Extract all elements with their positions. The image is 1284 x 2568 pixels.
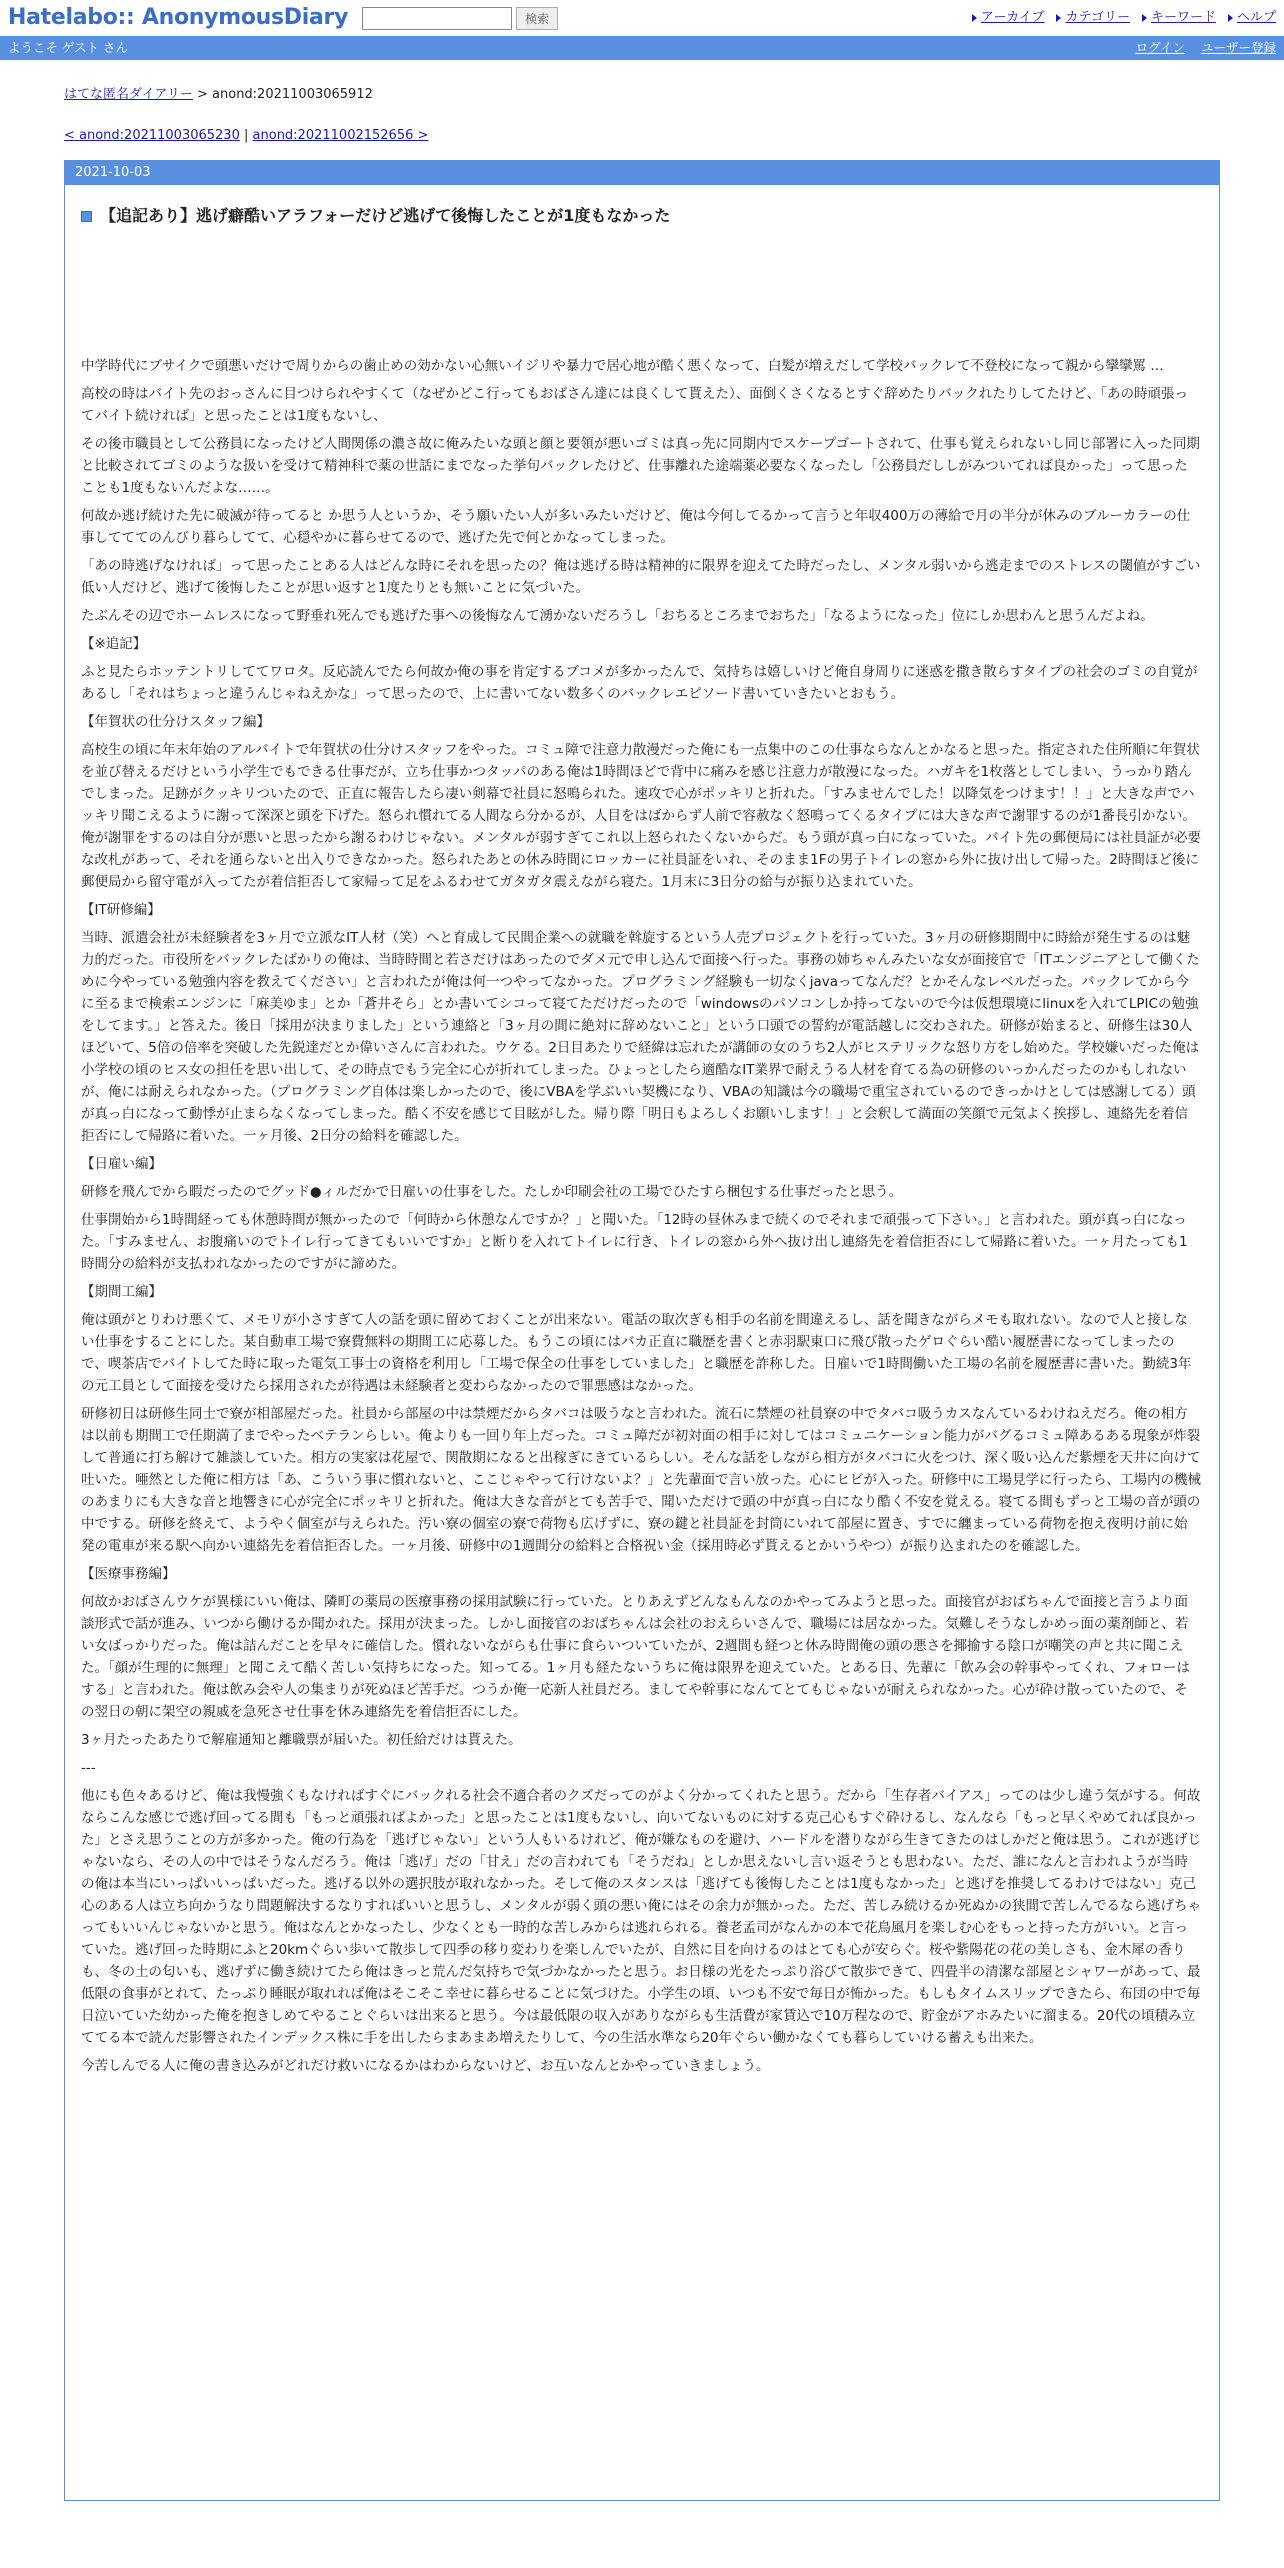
breadcrumb — [64, 84, 1220, 105]
user-bar — [0, 36, 1284, 60]
search-form — [362, 7, 558, 30]
search-input[interactable] — [362, 7, 512, 30]
breadcrumb-separator: > — [196, 87, 208, 102]
nav-archive-link[interactable]: アーカイブ — [980, 10, 1045, 26]
paragraph: 当時、派遣会社が未経験者を3ヶ月で立派なIT人材（笑）へと育成して民間企業への就職を斡旋するという人売プロジェクトを行っていた。3ヶ月の研修期間中に時給が発生するのは魅力的だった。市役所をバックレたばかりの俺は、当時時間と若さだけはあったのでダメ元で申し込んで面接へ行った。事務の姉ちゃんみたいな女が面接官で「ITエンジニアとして働くために今やっている勉強内容を教えてください」と言われたが俺は何一つやってなかった。プログラミング経験も一切なくjavaってなんだ？とかそんなレベルだった。バックレてから今に至るまで検索エンジンに「麻美ゆま」とか「蒼井そら」とか書いてシコって寝てただけだったので「windowsのパソコンしか持ってないので今は仮想環境にlinuxを入れてLPICの勉強をしてます。」と答えた。後日「採用が決まりました」という連絡と「3ヶ月の間に絶対に辞めないこと」という口頭での誓約が電話越しに交わされた。研修が始まると、研修生は30人ほどいて、5倍の倍率を突破した先鋭達だとか偉いさんに言われた。ウケる。2日目あたりで経緯は忘れたが講師の女のうち2人がヒステリックな怒り方をし始めた。学校嫌いだった俺は小学校の頃のヒス女の担任を思い出して、その時点でもう完全に心が折れてしまった。ひょっとしたら適酷なIT業界で耐えうる人材を育てる為の研修のいっかんだったのかもしれないが、俺には耐えられなかった。（プログラミング自体は楽しかったので、後にVBAを学ぶいい契機になり、VBAの知識は今の職場で重宝されているのできっかけとしては感謝してる）頭が真っ白になって動悸が止まらなくなってしまった。酷く不安を感じて目眩がした。帰り際「明日もよろしくお願いします！」と会釈して満面の笑顔で元気よく挨拶し、連絡先を着信拒否にして帰路に着いた。一ヶ月後、2日分の給料を確認した。 — [81, 930, 1200, 1144]
section-heading: 【日雇い編】 — [81, 1156, 162, 1172]
pager — [64, 125, 1220, 146]
divider-text: --- — [81, 1760, 96, 1776]
arrow-right-icon — [1056, 14, 1061, 22]
paragraph: 高校の時はバイト先のおっさんに目つけられやすくて（なぜかどこ行ってもおばさん達には良くして貰えた）、面倒くさくなるとすぐ辞めたりバックれたりしてたけど、「あの時頑張ってバイト続ければ」と思ったことは1度もないし、 — [81, 386, 1188, 424]
search-button[interactable]: 検索 — [516, 7, 558, 30]
pager-separator: | — [244, 128, 249, 144]
arrow-right-icon — [1142, 14, 1147, 22]
section-heading: 【IT研修編】 — [81, 902, 161, 918]
paragraph: 他にも色々あるけど、俺は我慢強くもなければすぐにバックれる社会不適合者のクズだってのがよく分かってくれたと思う。だから「生存者バイアス」ってのは少し違う気がする。何故ならこんな感じで逃げ回ってる間も「もっと頑張ればよかった」と思ったことは1度もないし、向いてないものに対する克己心もすぐ砕けるし、なんなら「もっと早くやめてれば良かった」とさえ思うことの方が多かった。俺の行為を「逃げじゃない」という人もいるけれど、俺が嫌なものを避け、ハードルを潜りながら生きてきたのはしかだと俺は思う。これが逃げじゃないなら、その人の中ではそうなんだろう。俺は「逃げ」だの「甘え」だの言われても「そうだね」としか思えないし言い返そうとも思わない。ただ、誰になんと言われようが当時の俺は本当にいっぱいいっぱいだった。逃げる以外の選択肢が取れなかった。そして俺のスタンスは「逃げても後悔したことは1度もなかった」と逃げを推奨してるわけではない」克己心のある人は立ち向かうなり問題解決するなりすればいいと思うし、メンタルが弱く頭の悪い俺にはその余力が無かった。ただ、苦しみ続けるか死ぬかの狭間で苦しんでるなら逃げちゃってもいいんじゃないかと思う。俺はなんとかなったし、少なくとも一時的な苦しみからは逃れられる。養老孟司がなんかの本で花鳥風月を楽しむ心をもっと持った方がいい。と言っていた。逃げ回った時期にふと20kmぐらい歩いて散歩して四季の移り変わりを楽しんでいたが、自然に目を向けるのはとても心が安らぐ。桜や紫陽花の花の美しさも、金木犀の香りも、冬の土の匂いも、逃げずに働き続けてたら俺はきっと荒んだ気持ちで気づかなかったと思う。お日様の光をたっぷり浴びて散歩できて、四畳半の清潔な部屋とシャワーがあって、最低限の食事がとれて、たっぷり睡眠が取れれば俺はそこそこ幸せに暮らせることに気づけた。小学生の頃、いつも不安で毎日が怖かった。もしもタイムスリップできたら、布団の中で毎日泣いていた幼かった俺を抱きしめてやることぐらいは出来ると思う。今は最低限の収入がありながらも生活費が家賃込で10万程なので、貯金がアホみたいに溜まる。20代の頃積み立ててる本で読んだ影響されたインデックス株に手を出したらまあまあ増えたりして、今の生活水準なら20年ぐらい働かなくても暮らしていける蓄えも出来た。 — [81, 1788, 1201, 2046]
paragraph: 研修を飛んでから暇だったのでグッド●ィルだかで日雇いの仕事をした。たしか印刷会社の工場でひたすら梱包する仕事だったと思う。 — [81, 1184, 903, 1200]
day-section — [64, 160, 1220, 2501]
paragraph: 仕事開始から1時間経っても休憩時間が無かったので「何時から休憩なんですか？」と聞いた。「12時の昼休みまで続くのでそれまで頑張って下さい。」と言われた。頭が真っ白になった。「すみません、お腹痛いのでトイレ行ってきてもいいですか」と断りを入れてトイレに行き、トイレの窓から外へ抜け出し連絡先を着信拒否にして帰路に着いた。一ヶ月たっても1時間分の給料が支払われなかったのですがに諦めた。 — [81, 1212, 1188, 1272]
article-title-text: 【追記あり】逃げ癖酷いアラフォーだけど逃げて後悔したことが1度もなかった — [100, 206, 671, 226]
day-header: 2021-10-03 — [65, 160, 1219, 185]
paragraph: 何故かおばさんウケが異様にいい俺は、隣町の薬局の医療事務の採用試験に行っていた。とりあえずどんなもんなのかやってみようと思った。面接官がおばちゃんで面接と言うより面談形式で話が進み、いつから働けるか聞かれた。採用が決まった。しかし面接官のおばちゃんは会社のおえらいさんで、職場には居なかった。気難しそうなしかめっ面の薬剤師と、若い女ばっかりだった。俺は詰んだことを早々に確信した。慣れないながらも仕事に食らいついていたが、2週間も経つと休み時間俺の頭の悪さを揶揄する陰口が嘲笑の声と共に聞こえた。「顔が生理的に無理」と聞こえて酷く苦しい気持ちになった。知ってる。1ヶ月も経たないうちに俺は限界を迎えていた。とある日、先輩に「飲み会の幹事やってくれ、フォローはする」と言われた。俺は飲み会や人の集まりが死ぬほど苦手だ。つうか俺一応新人社員だろ。ましてや幹事になんてとてもじゃないが耐えられなかった。心が砕け散っていたので、その翌日の朝に架空の親戚を急死させ仕事を休み連絡先を着信拒否にした。 — [81, 1594, 1190, 1720]
nav-help[interactable] — [1228, 7, 1276, 28]
paragraph: たぶんその辺でホームレスになって野垂れ死んでも逃げた事への後悔なんて湧かないだろうし「おちるところまでおちた」「なるようになった」位にしか思わんと思うんだよね。 — [81, 608, 1154, 624]
welcome-text: ようこそ ゲスト さん — [8, 39, 128, 55]
paragraph: 3ヶ月たったあたりで解雇通知と離職票が届いた。初任給だけは貰えた。 — [81, 1732, 522, 1748]
next-entry-link[interactable]: anond:20211002152656 > — [252, 128, 429, 144]
paragraph: 中学時代にブサイクで頭悪いだけで周りからの歯止めの効かない心無いイジリや暴力で居心地が酷く悪くなって、白髪が増えだして学校バックレて不登校になって親から攣攣罵 … — [81, 358, 1164, 374]
breadcrumb-current: anond:20211003065912 — [212, 87, 373, 102]
paragraph: 高校生の頃に年末年始のアルバイトで年賀状の仕分けスタッフをやった。コミュ障で注意力散漫だった俺にも一点集中のこの仕事ならなんとかなると思った。指定された住所順に年賀状を並び替えるだけという小学生でもできる仕事だが、立ち仕事かつタッパのある俺は1時間ほどで背中に痛みを感じ注意力が散漫になった。ハガキを1枚落としてしまい、うっかり踏んでしまった。足跡がクッキリついたので、正直に報告したら凄い剣幕で社員に怒鳴られた。速攻で心がポッキリと折れた。「すみませんでした！以降気をつけます！！」と大きな声でハッキリ聞こえるように謝って深深と頭を下げた。怒られ慣れてる人間なら分かるが、人目をはばからず人前で容赦なく怒鳴ってくるタイプには大きな声で謝罪するのが1番長引かない。俺が謝罪をするのは自分が悪いと思ったから謝るわけじゃない。メンタルが弱すぎてこれ以上怒られたくないからだ。もう頭が真っ白になっていた。バイト先の郵便局には社員証が必要な改札があって、それを通らないと出入りできなかった。怒られたあとの休み時間にロッカーに社員証をいれ、そのまま1Fの男子トイレの窓から外に抜け出して帰った。2時間ほど後に郵便局から留守電が入ってたが着信拒否して家帰って足をふるわせてガタガタ震えながら寝た。1月末に3日分の給与が振り込まれていた。 — [81, 742, 1201, 890]
arrow-right-icon — [972, 14, 977, 22]
section-heading: 【※追記】 — [81, 636, 147, 652]
nav-help-link[interactable]: ヘルプ — [1236, 10, 1276, 26]
ad-space — [81, 229, 1201, 349]
nav-category-link[interactable]: カテゴリー — [1065, 10, 1130, 26]
section-heading: 【年賀状の仕分けスタッフ編】 — [81, 714, 270, 730]
breadcrumb-home-link[interactable]: はてな匿名ダイアリー — [64, 87, 193, 102]
register-link[interactable]: ユーザー登録 — [1200, 39, 1276, 55]
paragraph: 研修初日は研修生同士で寮が相部屋だった。社員から部屋の中は禁煙だからタバコは吸うなと言われた。流石に禁煙の社員寮の中でタバコ吸うカスなんているわけねえだろ。俺の相方は以前も期間工で任期満了までやったベテランらしい。俺よりも一回り年上だった。コミュ障だが初対面の相手に対してはコミュニケーション能力がバグるコミュ障あるある現象が炸裂して普通に打ち解けて雑談していた。相方の実家は花屋で、関散期になると出稼ぎにきているらしい。そんな話をしながら相方がタバコに火をつけ、深く吸い込んだ紫煙を天井に向けて吐いた。唖然とした俺に相方は「あ、こういう事に慣れないと、ここじゃやって行けないよ？」と先輩面で言い放った。心にヒビが入った。研修中に工場見学に行ったら、工場内の機械のあまりにも大きな音と地響きに心が完全にポッキリと折れた。俺は大きな音がとても苦手で、聞いただけで頭の中が真っ白になり酷く不安を覚える。寝てる間もずっと工場の音が頭の中でする。研修を終えて、ようやく個室が与えられた。汚い寮の個室の寮で荷物も広げずに、寮の鍵と社員証を封筒にいれて部屋に置き、すでに纏まっている荷物を抱え夜明け前に始発の電車が来る駅へ向かい連絡先を着信拒否した。一ヶ月後、研修中の1週間分の給料と合格祝い金（採用時必ず貰えるとかいうやつ）が振り込まれたのを確認した。 — [81, 1406, 1201, 1554]
article-title — [81, 203, 1201, 229]
nav-keyword-link[interactable]: キーワード — [1150, 10, 1216, 26]
paragraph: 「あの時逃げなければ」って思ったことある人はどんな時にそれを思ったの？俺は逃げる時は精神的に限界を迎えてた時だったし、メンタル弱いから逃走までのストレスの閾値がすごい低い人だけど、逃げて後悔したことが思い返すと1度たりとも無いことに気づいた。 — [81, 558, 1201, 596]
article — [65, 185, 1219, 2097]
nav-category[interactable] — [1056, 7, 1129, 28]
nav-archive[interactable] — [972, 7, 1045, 28]
prev-entry-link[interactable]: < anond:20211003065230 — [64, 128, 240, 144]
paragraph: 俺は頭がとりわけ悪くて、メモリが小さすぎて人の話を頭に留めておくことが出来ない。電話の取次ぎも相手の名前を間違えるし、話を聞きながらメモも取れない。なので人と接しない仕事をすることにした。某自動車工場で寮費無料の期間工に応募した。もうこの頃にはバカ正直に職歴を書くと赤羽駅東口に飛び散ったゲロぐらい酷い履歴書になってしまったので、喫茶店でバイトしてた時に取った電気工事士の資格を利用し「工場で保全の仕事をしていました」と職歴を詐称した。日雇いで1時間働いた工場の名前を履歴書に書いた。勤続3年の元工員として面接を受けたら採用されたが待遇は未経験者と変わらなかったので罪悪感はなかった。 — [81, 1312, 1192, 1394]
section-heading: 【期間工編】 — [81, 1284, 162, 1300]
arrow-right-icon — [1228, 14, 1233, 22]
top-nav — [972, 7, 1276, 28]
login-link[interactable]: ログイン — [1135, 39, 1185, 55]
top-bar — [0, 0, 1284, 36]
square-bullet-icon[interactable] — [81, 211, 92, 222]
paragraph: 今苦しんでる人に俺の書き込みがどれだけ救いになるかはわからないけど、お互いなんとかやっていきましょう。 — [81, 2058, 770, 2074]
paragraph: 何故か逃げ続けた先に破滅が待ってると か思う人というか、そう願いたい人が多いみたいだけど、俺は今何してるかって言うと年収400万の薄給で月の半分が休みのブルーカラーの仕事してててのんびり暮らしてて、心穏やかに暮らせてるので、逃げた先で何とかなってしまった。 — [81, 508, 1191, 546]
content — [0, 84, 1284, 2501]
paragraph: ふと見たらホッテントリしててワロタ。反応読んでたら何故か俺の事を肯定するブコメが多かったんで、気持ちは嬉しいけど俺自身周りに迷惑を撒き散らすタイプの社会のゴミの自覚があるし「それはちょっと違うんじゃねえかな」って思ったので、上に書いてない数多くのバックレエピソード書いていきたいとおもう。 — [81, 664, 1198, 702]
paragraph: その後市職員として公務員になったけど人間関係の濃さ故に俺みたいな頭と顔と要領が悪いゴミは真っ先に同期内でスケープゴートされて、仕事も覚えられないし同じ部署に入った同期と比較されてゴミのような扱いを受けて精神科で薬の世話にまでなった挙句バックレたけど、仕事離れた途端薬必要なくなったし「公務員だししがみついてれば良かった」って思ったことも1度もないんだよな……。 — [81, 436, 1200, 496]
nav-keyword[interactable] — [1142, 7, 1216, 28]
site-logo[interactable]: Hatelabo:: AnonymousDiary — [8, 5, 349, 31]
section-heading: 【医療事務編】 — [81, 1566, 176, 1582]
article-body — [81, 355, 1201, 2077]
